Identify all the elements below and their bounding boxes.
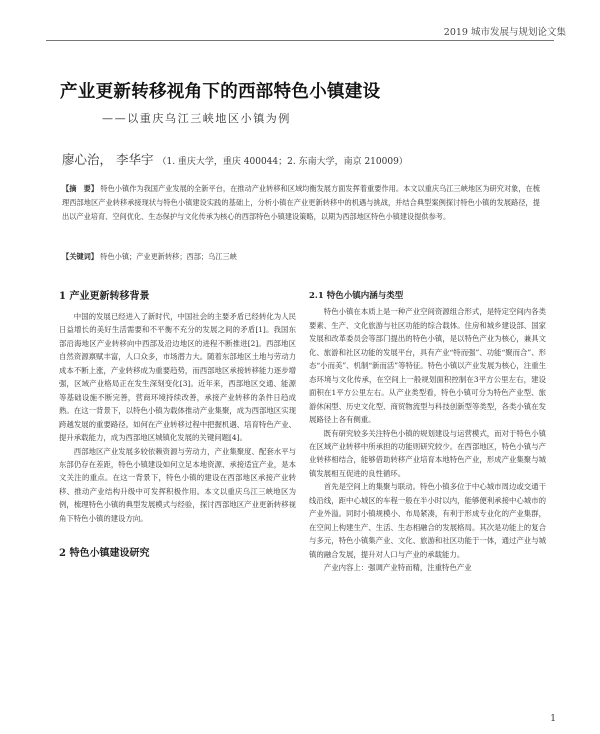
section-1-paragraph: 中国的发展已经进入了新时代，中国社会的主要矛盾已经转化为人民日益增长的美好生活需要和不平衡不充分的发展之间的矛盾[1]。我国东部沿海地区产业转移向中西部及沿边地区的进程不断推进[2]。西部地区自然资源禀赋丰富，人口众多，市场潜力大。随着东部地区土地与劳动力成本不断上涨，产业转移成为重要趋势，而西部地区承接转移能力逐步增强，区域产业格局正在发生深刻变化[3]。近年来，西部地区交通、能源等基础设施不断完善，营商环境持续改善，承接产业转移的条件日趋成熟。在这一背景下，以特色小镇为载体推动产业集聚，成为西部地区实现跨越发展的重要路径。如何在产业转移过程中把握机遇、培育特色产业、提升承载能力，成为西部地区城镇化发展的关键问题[4]。 xyxy=(59,312,296,443)
keywords-text: 特色小镇；产业更新转移；西部；乌江三峡 xyxy=(100,252,237,261)
section-2-1-paragraph: 特色小镇在本质上是一种产业空间资源组合形式，是特定空间内各类要素、生产、文化旅游与社区功能的综合载体。住房和城乡建设部、国家发展和改革委员会等部门提出的特色小镇，是以特色产业为核心，兼具文化、旅游和社区功能的发展平台，具有产业“特而强”、功能“聚而合”、形态“小而美”、机制“新而活”等特征。特色小镇以产业发展为核心，注重生态环境与文化传承，在空间上一般规划面积控制在3平方公里左右，建设面积在1平方公里左右。从产业类型看，特色小镇可分为特色产业型、旅游休闲型、历史文化型、商贸物流型与科技创新型等类型，各类小镇在发展路径上各有侧重。 xyxy=(309,307,546,425)
page-number: 1 xyxy=(550,714,556,724)
keywords xyxy=(62,252,540,262)
section-2-1-paragraph: 首先是空间上的集聚与联动。特色小镇多位于中心城市周边或交通干线沿线，距中心城区的车程一般在半小时以内，能够便利承接中心城市的产业外溢。同时小镇规模小、布局紧凑，有利于形成专业化的产业集群，在空间上构建生产、生活、生态相融合的发展格局。其次是功能上的复合与多元，特色小镇集产业、文化、旅游和社区功能于一体，通过产业与城镇的融合发展，提升对人口与产业的承载能力。 xyxy=(309,482,546,559)
section-2-1-paragraph: 既有研究较多关注特色小镇的规划建设与运营模式，而对于特色小镇在区域产业转移中所承担的功能则研究较少。在西部地区，特色小镇与产业转移相结合，能够借助转移产业培育本地特色产业，形成产业集聚与城镇发展相互促进的良性循环。 xyxy=(309,428,546,478)
section-2-1-heading: 2.1 特色小镇内涵与类型 xyxy=(309,291,404,301)
paper-subtitle: ——以重庆乌江三峡地区小镇为例 xyxy=(102,112,291,125)
author-affiliation: （1. 重庆大学，重庆 400044；2. 东南大学，南京 210009） xyxy=(157,157,408,167)
paper-title: 产业更新转移视角下的西部特色小镇建设 xyxy=(60,82,381,102)
section-1-heading: 1 产业更新转移背景 xyxy=(59,291,150,302)
author-names: 廖心治， 李华宇 xyxy=(62,152,154,167)
abstract xyxy=(62,182,540,224)
running-header: 2019 城市发展与规划论文集 xyxy=(443,27,566,38)
abstract-label: 【摘 要】 xyxy=(62,184,99,193)
right-column xyxy=(309,290,546,575)
header-rule xyxy=(46,40,554,41)
section-1-paragraph: 西部地区产业发展多较依赖资源与劳动力，产业集聚度、配套水平与东部仍存在差距，特色小镇建设如何立足本地资源、承接适宜产业，是本文关注的重点。在这一背景下，特色小镇的建设在西部地区承接产业转移、推动产业结构升级中可发挥积极作用。本文以重庆乌江三峡地区为例，梳理特色小镇的典型发展模式与经验，探讨西部地区产业更新转移视角下特色小镇的建设方向。 xyxy=(59,446,296,523)
section-2-1-paragraph: 产业内容上：强调产业特而精，注重特色产业 xyxy=(323,563,472,573)
keywords-label: 【关键词】 xyxy=(62,252,98,261)
left-column xyxy=(59,290,296,567)
section-2-heading: 2 特色小镇建设研究 xyxy=(59,548,150,560)
author-line xyxy=(62,150,408,168)
abstract-text: 特色小镇作为我国产业发展的全新平台，在推动产业转移和区域均衡发展方面发挥着重要作用。本文以重庆乌江三峡地区为研究对象，在梳理西部地区产业转移承接现状与特色小镇建设实践的基础上，分析小镇在产业更新转移中的机遇与挑战，并结合典型案例探讨特色小镇的发展路径，提出以产业培育、空间优化、生态保护与文化传承为核心的西部特色小镇建设策略，以期为西部地区特色小镇建设提供参考。 xyxy=(62,184,540,221)
